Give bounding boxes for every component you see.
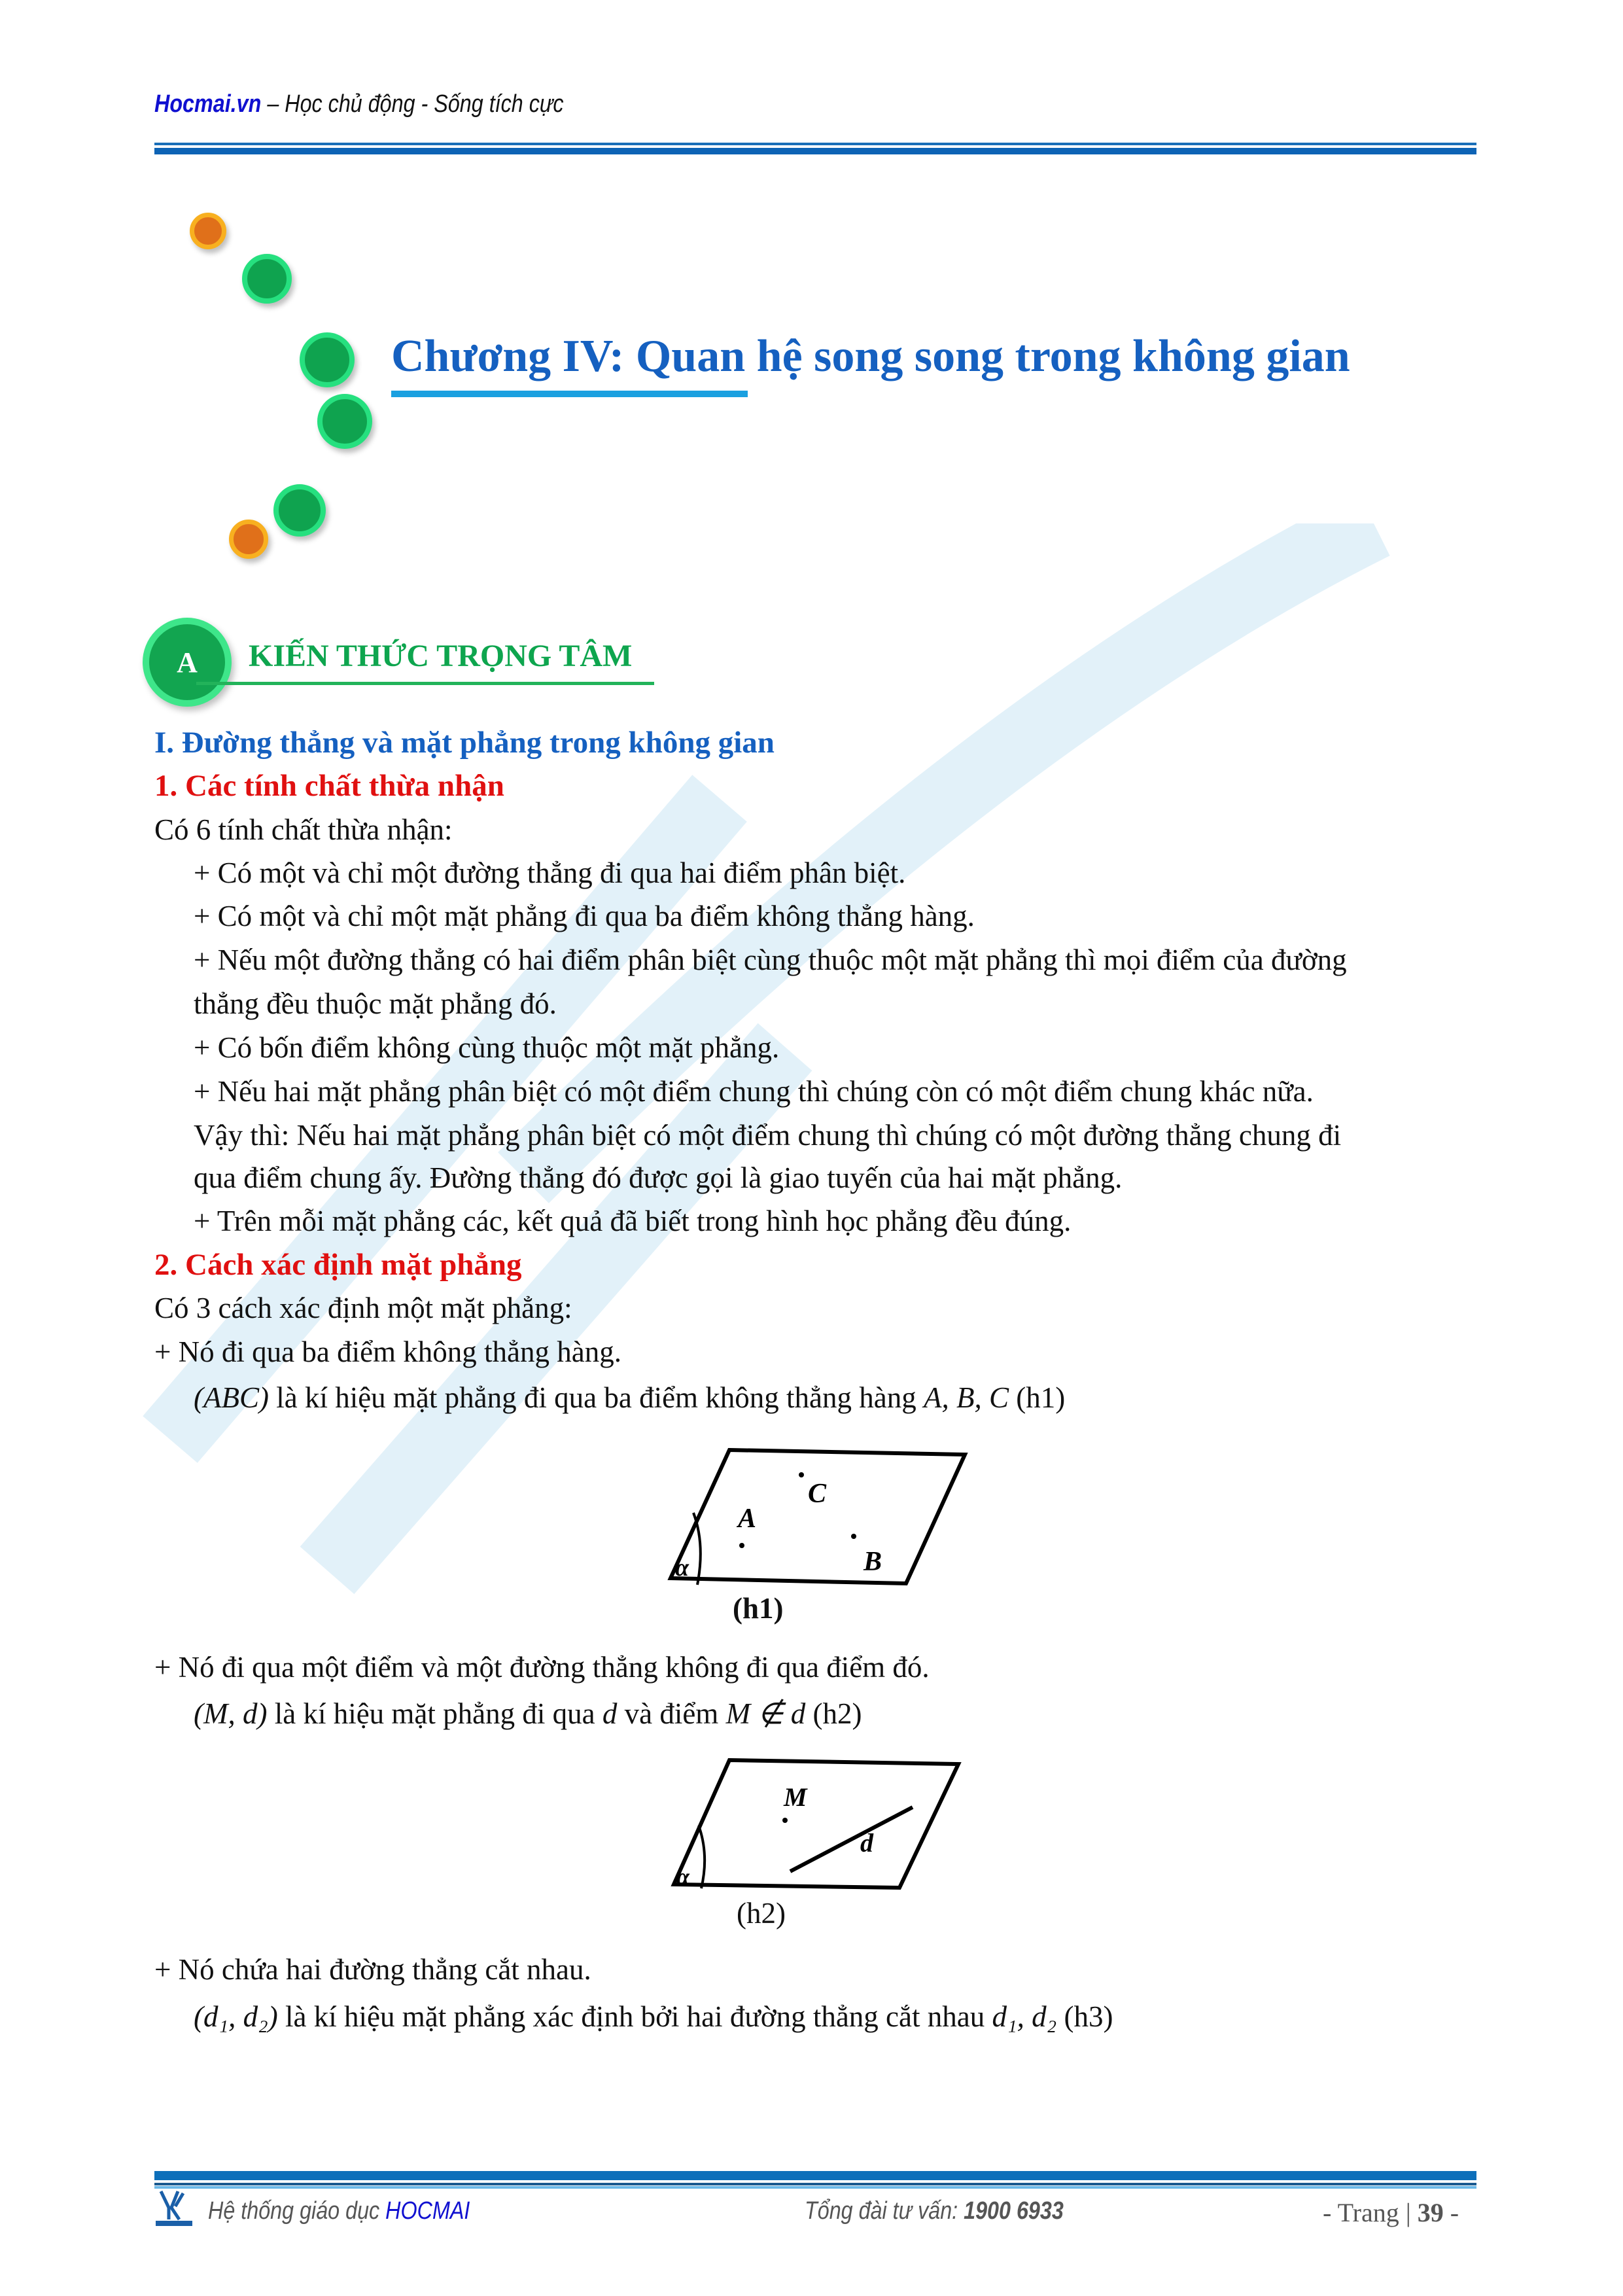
list-item: + Nếu hai mặt phẳng phân biệt có một điểm chung thì chúng còn có một điểm chung khác nữa. [194, 1075, 1314, 1108]
section-title: KIẾN THỨC TRỌNG TÂM [249, 639, 633, 673]
list-item: thẳng đều thuộc mặt phẳng đó. [194, 987, 557, 1020]
math: A, B, C [924, 1381, 1009, 1414]
list-item: + Có một và chỉ một mặt phẳng đi qua ba điểm không thẳng hàng. [194, 900, 975, 932]
list-item: + Nó đi qua một điểm và một đường thẳng không đi qua điểm đó. [154, 1651, 930, 1684]
footer-rule [154, 2171, 1476, 2180]
list-item: + Có bốn điểm không cùng thuộc một mặt phẳng. [194, 1031, 780, 1064]
header-tagline [154, 90, 564, 118]
decor-dot [242, 254, 292, 304]
hotline-number: 1900 6933 [964, 2197, 1064, 2225]
label-alpha: α [676, 1863, 689, 1890]
decor-dot [229, 520, 268, 559]
text: Tổng đài tư vấn: [805, 2197, 964, 2225]
math: (M, d) [194, 1697, 268, 1730]
page-number [1323, 2197, 1459, 2228]
decor-dot [273, 484, 326, 537]
section-badge: A [143, 618, 232, 707]
footer-brand-link[interactable]: HOCMAI [385, 2197, 470, 2225]
list-item: + Nếu một đường thẳng có hai điểm phân biệt cùng thuộc một mặt phẳng thì mọi điểm của đường [194, 944, 1347, 976]
hocmai-logo-icon [154, 2188, 194, 2227]
decor-dot [300, 332, 355, 387]
decor-dot [317, 394, 372, 449]
label-c: C [808, 1479, 827, 1509]
text: (h2) [805, 1697, 862, 1730]
text: - [1443, 2198, 1459, 2227]
text: và điểm [617, 1697, 726, 1730]
math: d₁, d₂ [992, 2000, 1057, 2033]
header-rule-thick [154, 148, 1476, 154]
subheading-1: 1. Các tính chất thừa nhận [154, 769, 504, 803]
label-b: B [864, 1547, 882, 1577]
math: (d₁, d₂) [194, 2000, 278, 2033]
text: là kí hiệu mặt phẳng đi qua [267, 1697, 602, 1730]
header-brand-link[interactable]: Hocmai.vn [154, 90, 262, 118]
text: - Trang | [1323, 2198, 1418, 2227]
figure-h1 [654, 1439, 994, 1636]
text: là kí hiệu mặt phẳng xác định bởi hai đường thẳng cắt nhau [277, 2000, 992, 2033]
footer-rule [154, 2183, 1476, 2185]
header-rule [154, 143, 1476, 145]
formula-line-2 [194, 1696, 862, 1731]
text: (h3) [1056, 2000, 1113, 2033]
chapter-title: Chương IV: Quan hệ song song trong không gian [391, 331, 1350, 381]
formula-line-3 [194, 2000, 1113, 2034]
math: d [602, 1697, 618, 1730]
subheading-2: 2. Cách xác định mặt phẳng [154, 1248, 522, 1282]
label-d: d [860, 1828, 873, 1858]
figure-h2 [654, 1754, 994, 1911]
list-item: + Trên mỗi mặt phẳng các, kết quả đã biết trong hình học phẳng đều đúng. [194, 1205, 1072, 1237]
decor-dot [190, 213, 226, 249]
figure-caption-h2: (h2) [737, 1897, 786, 1930]
list-item: qua điểm chung ấy. Đường thẳng đó được gọi là giao tuyến của hai mặt phẳng. [194, 1161, 1123, 1194]
header-tagline-text: – Học chủ động - Sống tích cực [261, 90, 564, 118]
math: M ∉ d [725, 1697, 806, 1730]
title-underline [391, 391, 748, 397]
math: (ABC) [194, 1381, 269, 1414]
label-a: A [738, 1504, 757, 1534]
list-item: + Nó đi qua ba điểm không thẳng hàng. [154, 1335, 622, 1368]
footer-hotline [805, 2197, 1064, 2225]
footer-system [208, 2197, 470, 2225]
list-item: Vậy thì: Nếu hai mặt phẳng phân biệt có một điểm chung thì chúng có một đường thẳng chung đi [194, 1119, 1342, 1152]
label-alpha: α [675, 1554, 689, 1581]
list-item: + Có một và chỉ một đường thẳng đi qua hai điểm phân biệt. [194, 857, 906, 889]
formula-line-1 [194, 1381, 1065, 1415]
paragraph: Có 6 tính chất thừa nhận: [154, 813, 453, 846]
paragraph: Có 3 cách xác định một mặt phẳng: [154, 1292, 572, 1324]
figure-caption-h1: (h1) [733, 1592, 784, 1625]
text: là kí hiệu mặt phẳng đi qua ba điểm không thẳng hàng [268, 1381, 924, 1414]
section-underline [196, 682, 654, 685]
text: Hệ thống giáo dục [208, 2197, 386, 2225]
footer-rule [154, 2186, 1476, 2189]
list-item: + Nó chứa hai đường thẳng cắt nhau. [154, 1953, 591, 1986]
heading-1: I. Đường thẳng và mặt phẳng trong không gian [154, 726, 775, 760]
text: (h1) [1009, 1381, 1066, 1414]
page-value: 39 [1417, 2198, 1444, 2227]
label-m: M [784, 1782, 807, 1812]
